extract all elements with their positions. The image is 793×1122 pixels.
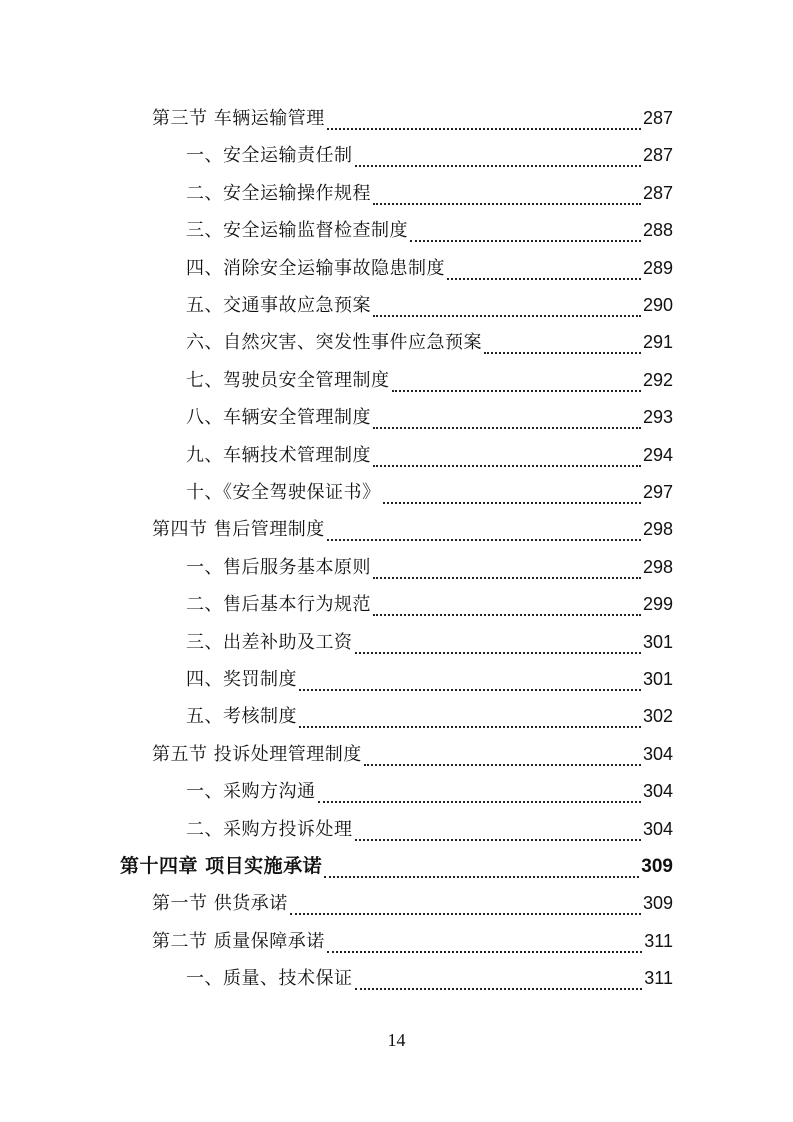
toc-entry-page: 298 [642,557,673,577]
toc-entry-page: 287 [642,145,673,165]
toc-entry-page: 289 [642,258,673,278]
toc-entry-page: 311 [644,968,673,988]
toc-item-entry[interactable] [186,960,673,997]
toc-item-entry[interactable] [186,811,673,848]
toc-item-entry[interactable] [186,175,673,212]
toc-dot-leader [392,390,641,392]
toc-dot-leader [373,614,641,616]
toc-entry-page: 297 [642,482,673,502]
toc-item-entry[interactable] [186,549,673,586]
toc-entry-title: 六、自然灾害、突发性事件应急预案 [186,332,482,353]
toc-entry-title: 第三节 车辆运输管理 [152,108,325,129]
toc-entry-page: 293 [642,407,673,427]
toc-entry-title: 八、车辆安全管理制度 [186,407,371,428]
toc-item-entry[interactable] [186,362,673,399]
toc-entry-title: 一、售后服务基本原则 [186,557,371,578]
toc-section-entry[interactable] [152,100,673,137]
toc-entry-title: 九、车辆技术管理制度 [186,445,371,466]
toc-dot-leader [373,427,641,429]
toc-item-entry[interactable] [186,212,673,249]
toc-dot-leader [410,240,641,242]
toc-item-entry[interactable] [186,399,673,436]
toc-dot-leader [327,951,643,953]
toc-entry-title: 七、驾驶员安全管理制度 [186,370,390,391]
toc-entry-page: 291 [642,332,673,352]
toc-entry-title: 三、出差补助及工资 [186,632,353,653]
toc-entry-title: 四、奖罚制度 [186,669,297,690]
toc-entry-title: 五、交通事故应急预案 [186,295,371,316]
toc-entry-page: 311 [644,931,673,951]
toc-dot-leader [324,876,639,878]
toc-item-entry[interactable] [186,474,673,511]
toc-entry-page: 304 [642,744,673,764]
toc-entry-page: 309 [641,856,673,877]
toc-entry-title: 三、安全运输监督检查制度 [186,220,408,241]
toc-entry-title: 第四节 售后管理制度 [152,519,325,540]
toc-entry-title: 第一节 供货承诺 [152,893,288,914]
toc-dot-leader [364,764,641,766]
toc-entry-page: 301 [642,632,673,652]
page-number: 14 [387,1030,406,1050]
toc-entry-title: 第二节 质量保障承诺 [152,931,325,952]
toc-section-entry[interactable] [152,923,673,960]
toc-entry-title: 二、安全运输操作规程 [186,183,371,204]
toc-dot-leader [355,165,641,167]
toc-item-entry[interactable] [186,698,673,735]
toc-entry-title: 二、售后基本行为规范 [186,594,371,615]
toc-item-entry[interactable] [186,250,673,287]
toc-entry-page: 302 [642,706,673,726]
toc-entry-title: 第十四章 项目实施承诺 [120,855,323,877]
toc-entry-page: 298 [642,519,673,539]
toc-entry-page: 290 [642,295,673,315]
toc-section-entry[interactable] [152,511,673,548]
toc-section-entry[interactable] [152,885,673,922]
toc-entry-page: 292 [642,370,673,390]
toc-section-entry[interactable] [152,736,673,773]
toc-item-entry[interactable] [186,137,673,174]
toc-dot-leader [318,801,641,803]
toc-item-entry[interactable] [186,586,673,623]
toc-dot-leader [447,278,641,280]
toc-dot-leader [327,128,641,130]
toc-dot-leader [355,652,641,654]
toc-entry-title: 第五节 投诉处理管理制度 [152,744,362,765]
toc-entry-title: 一、安全运输责任制 [186,145,353,166]
toc-dot-leader [383,502,641,504]
toc-entry-page: 304 [642,819,673,839]
toc-dot-leader [290,913,641,915]
toc-dot-leader [484,352,641,354]
toc-dot-leader [373,315,641,317]
toc-entry-page: 288 [642,220,673,240]
toc-item-entry[interactable] [186,324,673,361]
toc-entry-title: 一、采购方沟通 [186,781,316,802]
toc-dot-leader [327,539,641,541]
toc-dot-leader [355,988,643,990]
toc-item-entry[interactable] [186,661,673,698]
toc-entry-page: 287 [642,108,673,128]
toc-entry-page: 309 [642,893,673,913]
toc-entry-page: 299 [642,594,673,614]
toc-dot-leader [373,203,641,205]
toc-dot-leader [373,465,641,467]
toc-item-entry[interactable] [186,437,673,474]
toc-entry-title: 十、《安全驾驶保证书》 [186,482,381,503]
toc-item-entry[interactable] [186,624,673,661]
toc-entry-title: 五、考核制度 [186,706,297,727]
toc-dot-leader [299,689,641,691]
toc-entry-page: 301 [642,669,673,689]
toc-entry-page: 287 [642,183,673,203]
toc-entry-title: 四、消除安全运输事故隐患制度 [186,258,445,279]
toc-dot-leader [355,839,641,841]
toc-entry-page: 294 [642,445,673,465]
toc-entry-page: 304 [642,781,673,801]
toc-item-entry[interactable] [186,287,673,324]
toc-dot-leader [373,577,641,579]
toc-chapter-entry[interactable] [120,848,673,885]
toc-dot-leader [299,726,641,728]
toc-entry-title: 二、采购方投诉处理 [186,819,353,840]
toc-item-entry[interactable] [186,773,673,810]
toc-entry-title: 一、质量、技术保证 [186,968,353,989]
